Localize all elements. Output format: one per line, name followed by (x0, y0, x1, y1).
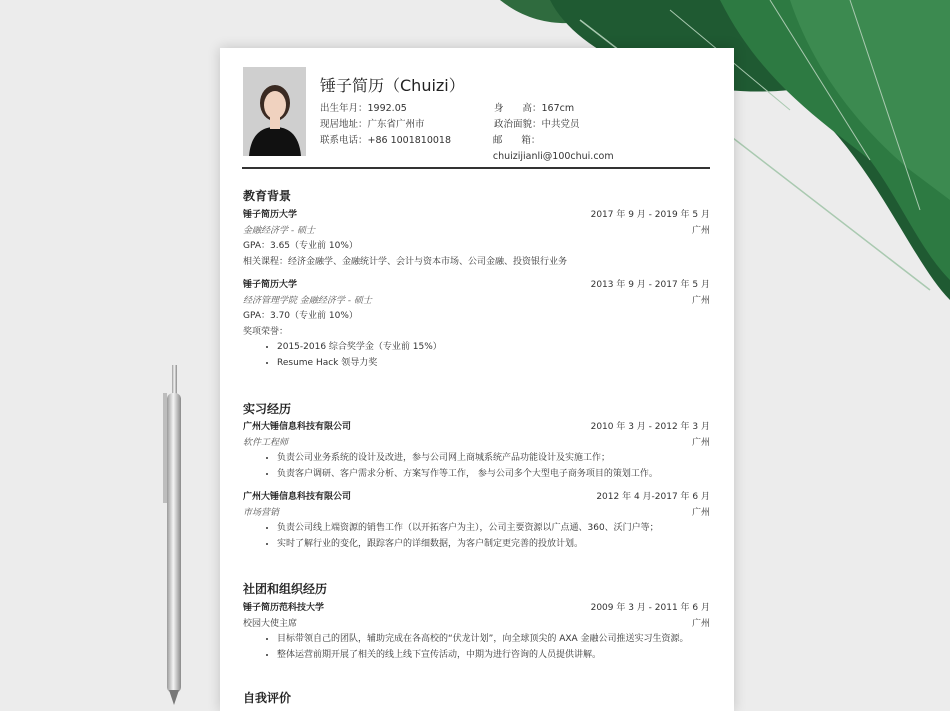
club-entry-1 (243, 601, 710, 663)
header-divider (242, 167, 710, 169)
self-eval-title: 自我评价 (243, 691, 292, 705)
entry-role: 软件工程师 (243, 437, 289, 448)
pen-decoration (160, 365, 190, 705)
entry-role: 市场营销 (243, 507, 280, 518)
entry-date: 2010 年 3 月 - 2012 年 3 月 (590, 422, 710, 432)
entry-line: GPA：3.70（专业前 10%） (243, 311, 358, 321)
internship-entry-1 (243, 420, 710, 482)
entry-city: 广州 (691, 618, 710, 629)
entry-city: 广州 (691, 295, 710, 306)
entry-date: 2013 年 9 月 - 2017 年 5 月 (590, 280, 710, 290)
entry-line: GPA：3.65（专业前 10%） (243, 241, 358, 251)
profile-photo (243, 67, 306, 156)
entry-line: 奖项荣誉： (243, 326, 289, 337)
entry-city: 广州 (691, 225, 710, 236)
club-title: 社团和组织经历 (243, 582, 328, 596)
list-item: • 负责公司业务系统的设计及改进，参与公司网上商城系统产品功能设计及实施工作； (277, 451, 710, 467)
entry-role: 经济管理学院 金融经济学 - 硕士 (243, 295, 372, 306)
list-item: • 2015-2016 综合奖学金（专业前 15%） (277, 340, 710, 356)
list-item: • Resume Hack 领导力奖 (277, 356, 710, 372)
entry-city: 广州 (691, 507, 710, 518)
entry-org: 广州大锤信息科技有限公司 (243, 492, 352, 502)
entry-org: 锤子简历大学 (243, 210, 298, 220)
personal-info (320, 101, 660, 165)
phone-info: 联系电话：+86 1001810018 (320, 135, 452, 146)
resume-page (220, 48, 734, 711)
resume-name: 锤子简历（Chuizi） (320, 76, 465, 95)
entry-org: 广州大锤信息科技有限公司 (243, 422, 352, 432)
list-item: • 负责客户调研、客户需求分析、方案写作等工作， 参与公司多个大型电子商务项目的策划工作。 (277, 467, 710, 483)
list-item: • 目标带领自己的团队，辅助完成在各高校的“伏龙计划”，向全球顶尖的 AXA 金融公司推送实习生资源。 (277, 632, 710, 648)
list-item: • 整体运营前期开展了相关的线上线下宣传活动，中期为进行咨询的人员提供讲解。 (277, 648, 710, 664)
internship-entry-2 (243, 490, 710, 552)
list-item: • 负责公司线上端资源的销售工作（以开拓客户为主），公司主要资源以广点通、360、沃门户等； (277, 521, 710, 537)
birth-info: 出生年月：1992.05 (320, 103, 407, 114)
entry-city: 广州 (691, 437, 710, 448)
politics-info: 政治面貌：中共党员 (494, 119, 580, 130)
height-info: 身 高：167cm (494, 103, 575, 114)
education-entry-1 (243, 208, 710, 270)
entry-date: 2012 年 4 月-2017 年 6 月 (596, 492, 710, 502)
list-item: • 实时了解行业的变化，跟踪客户的详细数据，为客户制定更完善的投放计划。 (277, 537, 710, 553)
entry-role: 金融经济学 - 硕士 (243, 225, 315, 236)
email-info: 邮 箱：chuizijianli@100chui.com (492, 135, 614, 162)
entry-date: 2017 年 9 月 - 2019 年 5 月 (590, 210, 710, 220)
education-entry-2 (243, 278, 710, 371)
entry-line: 相关课程：经济金融学、金融统计学、会计与资本市场、公司金融、投资银行业务 (243, 256, 568, 267)
entry-date: 2009 年 3 月 - 2011 年 6 月 (590, 603, 710, 613)
education-title: 教育背景 (243, 189, 292, 203)
entry-role: 校园大使主席 (243, 618, 298, 629)
entry-org: 锤子简历范科技大学 (243, 603, 325, 613)
entry-org: 锤子简历大学 (243, 280, 298, 290)
address-info: 现居地址：广东省广州市 (320, 119, 425, 130)
internship-title: 实习经历 (243, 402, 292, 416)
